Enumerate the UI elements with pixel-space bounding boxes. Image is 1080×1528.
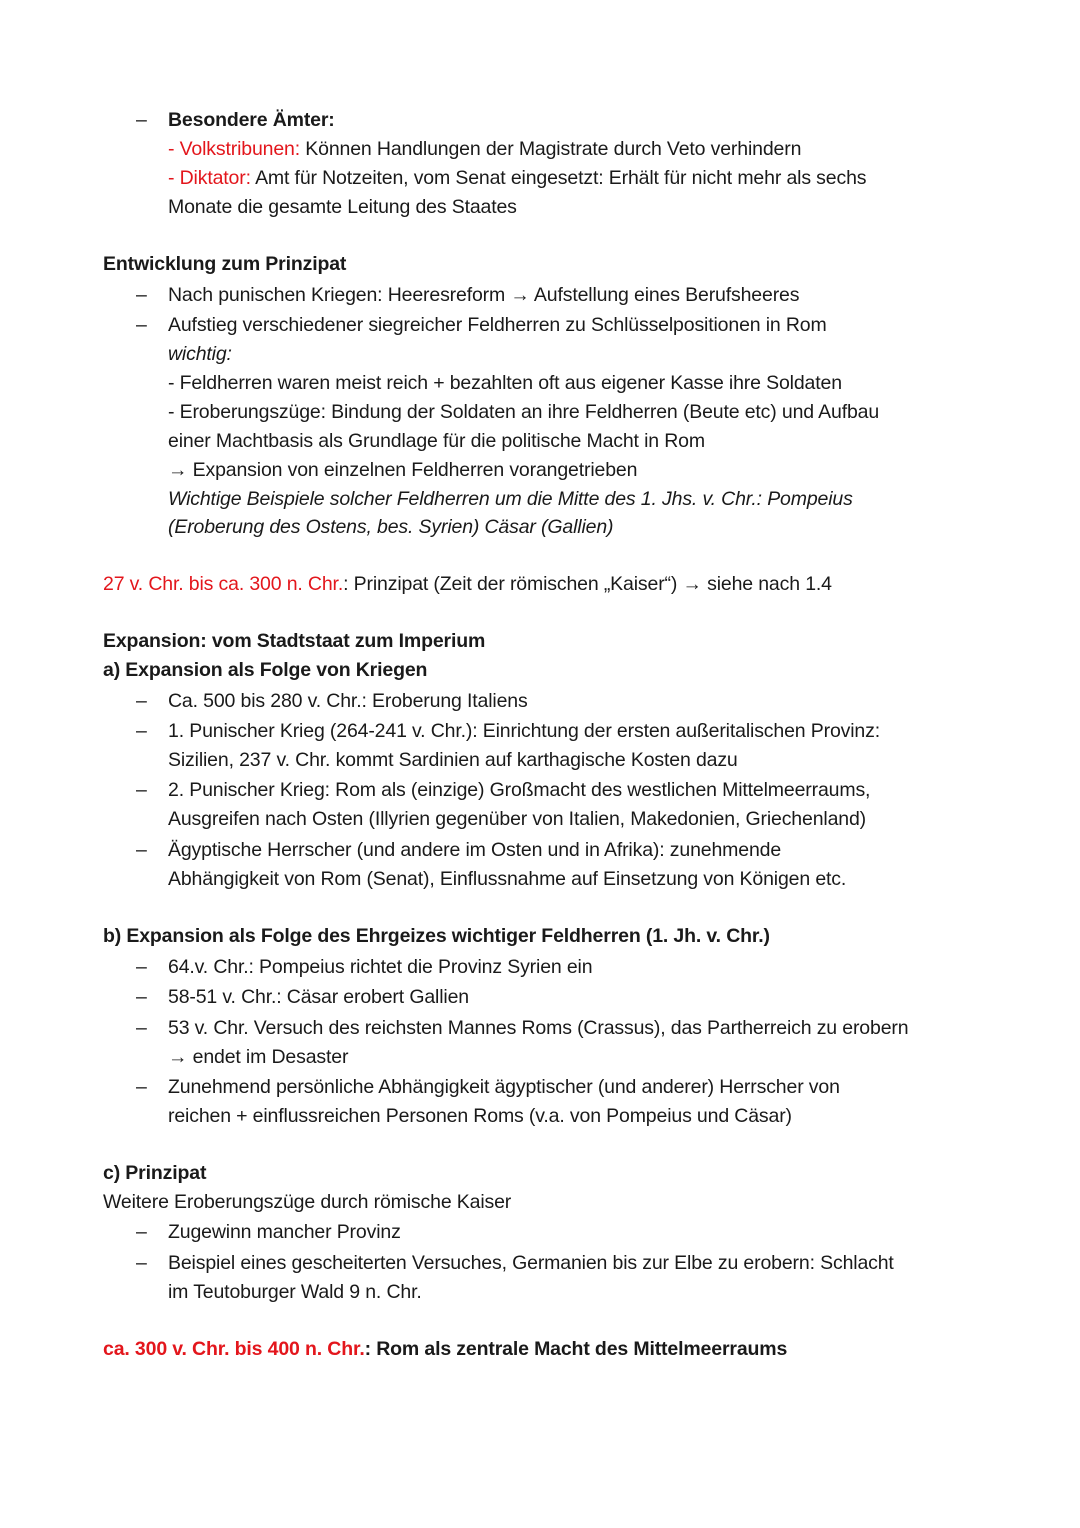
- volkstribunen-label: - Volkstribunen:: [168, 138, 301, 160]
- volkstribunen-text: Können Handlungen der Magistrate durch Veto verhindern: [300, 138, 802, 160]
- examples-line-2: (Eroberung des Ostens, bes. Syrien) Cäsar (Gallien): [168, 516, 614, 538]
- list-item: 2. Punischer Krieg: Rom als (einzige) Großmacht des westlichen Mittelmeerraums,: [168, 779, 871, 801]
- bullet-dash: –: [136, 109, 147, 131]
- list-item: Ca. 500 bis 280 v. Chr.: Eroberung Italiens: [168, 690, 528, 712]
- bullet-dash: –: [136, 1017, 147, 1039]
- bullet-dash: –: [136, 314, 147, 336]
- bullet-dash: –: [136, 839, 147, 861]
- bullet-dash: –: [136, 956, 147, 978]
- bullet-dash: –: [136, 779, 147, 801]
- list-item-cont: Ausgreifen nach Osten (Illyrien gegenüber von Italien, Makedonien, Griechenland): [168, 808, 867, 830]
- arrow-line: → Expansion von einzelnen Feldherren vorangetrieben: [168, 459, 638, 481]
- final-date-description: : Rom als zentrale Macht des Mittelmeerraums: [364, 1338, 788, 1360]
- aemter-heading: Besondere Ämter:: [168, 109, 335, 131]
- diktator-line: [168, 164, 866, 193]
- final-date-line: [103, 1335, 787, 1364]
- list-item-cont: Sizilien, 237 v. Chr. kommt Sardinien auf karthagische Kosten dazu: [168, 749, 738, 771]
- bullet-dash: –: [136, 720, 147, 742]
- principate-date-line: [103, 570, 832, 599]
- diktator-text: Amt für Notzeiten, vom Senat eingesetzt: Erhält für nicht mehr als sechs: [250, 167, 867, 189]
- list-item: Nach punischen Kriegen: Heeresreform → Aufstellung eines Berufsheeres: [168, 284, 800, 306]
- subheading-a: a) Expansion als Folge von Kriegen: [103, 659, 428, 681]
- bullet-dash: –: [136, 284, 147, 306]
- diktator-line-2: Monate die gesamte Leitung des Staates: [168, 196, 517, 218]
- point-line: - Eroberungszüge: Bindung der Soldaten an ihre Feldherren (Beute etc) und Aufbau: [168, 401, 880, 423]
- date-range: 27 v. Chr. bis ca. 300 n. Chr.: [103, 573, 344, 595]
- subheading-c: c) Prinzipat: [103, 1162, 207, 1184]
- bullet-dash: –: [136, 1252, 147, 1274]
- point-line: einer Machtbasis als Grundlage für die politische Macht in Rom: [168, 430, 705, 452]
- list-item: Aufstieg verschiedener siegreicher Feldherren zu Schlüsselpositionen in Rom: [168, 314, 827, 336]
- c-intro: Weitere Eroberungszüge durch römische Kaiser: [103, 1191, 512, 1213]
- list-item: 1. Punischer Krieg (264-241 v. Chr.): Einrichtung der ersten außeritalischen Provinz:: [168, 720, 880, 742]
- list-item: Zugewinn mancher Provinz: [168, 1221, 401, 1243]
- bullet-dash: –: [136, 1221, 147, 1243]
- list-item-cont: im Teutoburger Wald 9 n. Chr.: [168, 1281, 422, 1303]
- list-item: 58-51 v. Chr.: Cäsar erobert Gallien: [168, 986, 469, 1008]
- list-item: 53 v. Chr. Versuch des reichsten Mannes Roms (Crassus), das Partherreich zu erobern: [168, 1017, 909, 1039]
- examples-line: Wichtige Beispiele solcher Feldherren um die Mitte des 1. Jhs. v. Chr.: Pompeius: [168, 488, 853, 510]
- wichtig-label: wichtig:: [168, 343, 232, 365]
- list-item: Zunehmend persönliche Abhängigkeit ägyptischer (und anderer) Herrscher von: [168, 1076, 840, 1098]
- bullet-dash: –: [136, 1076, 147, 1098]
- section-heading-prinzipat-dev: Entwicklung zum Prinzipat: [103, 253, 347, 275]
- bullet-dash: –: [136, 690, 147, 712]
- list-item: 64.v. Chr.: Pompeius richtet die Provinz Syrien ein: [168, 956, 593, 978]
- subheading-b: b) Expansion als Folge des Ehrgeizes wichtiger Feldherren (1. Jh. v. Chr.): [103, 925, 770, 947]
- volkstribunen-line: [168, 135, 801, 164]
- bullet-dash: –: [136, 986, 147, 1008]
- final-date-range: ca. 300 v. Chr. bis 400 n. Chr.: [103, 1338, 365, 1360]
- point-line: - Feldherren waren meist reich + bezahlten oft aus eigener Kasse ihre Soldaten: [168, 372, 842, 394]
- list-item-cont: Abhängigkeit von Rom (Senat), Einflussnahme auf Einsetzung von Königen etc.: [168, 868, 847, 890]
- diktator-label: - Diktator:: [168, 167, 251, 189]
- list-item-cont: → endet im Desaster: [168, 1046, 349, 1068]
- list-item: Beispiel eines gescheiterten Versuches, Germanien bis zur Elbe zu erobern: Schlacht: [168, 1252, 894, 1274]
- date-description: : Prinzipat (Zeit der römischen „Kaiser“) → siehe nach 1.4: [343, 573, 832, 595]
- section-heading-expansion: Expansion: vom Stadtstaat zum Imperium: [103, 630, 486, 652]
- list-item: Ägyptische Herrscher (und andere im Osten und in Afrika): zunehmende: [168, 839, 782, 861]
- list-item-cont: reichen + einflussreichen Personen Roms (v.a. von Pompeius und Cäsar): [168, 1105, 792, 1127]
